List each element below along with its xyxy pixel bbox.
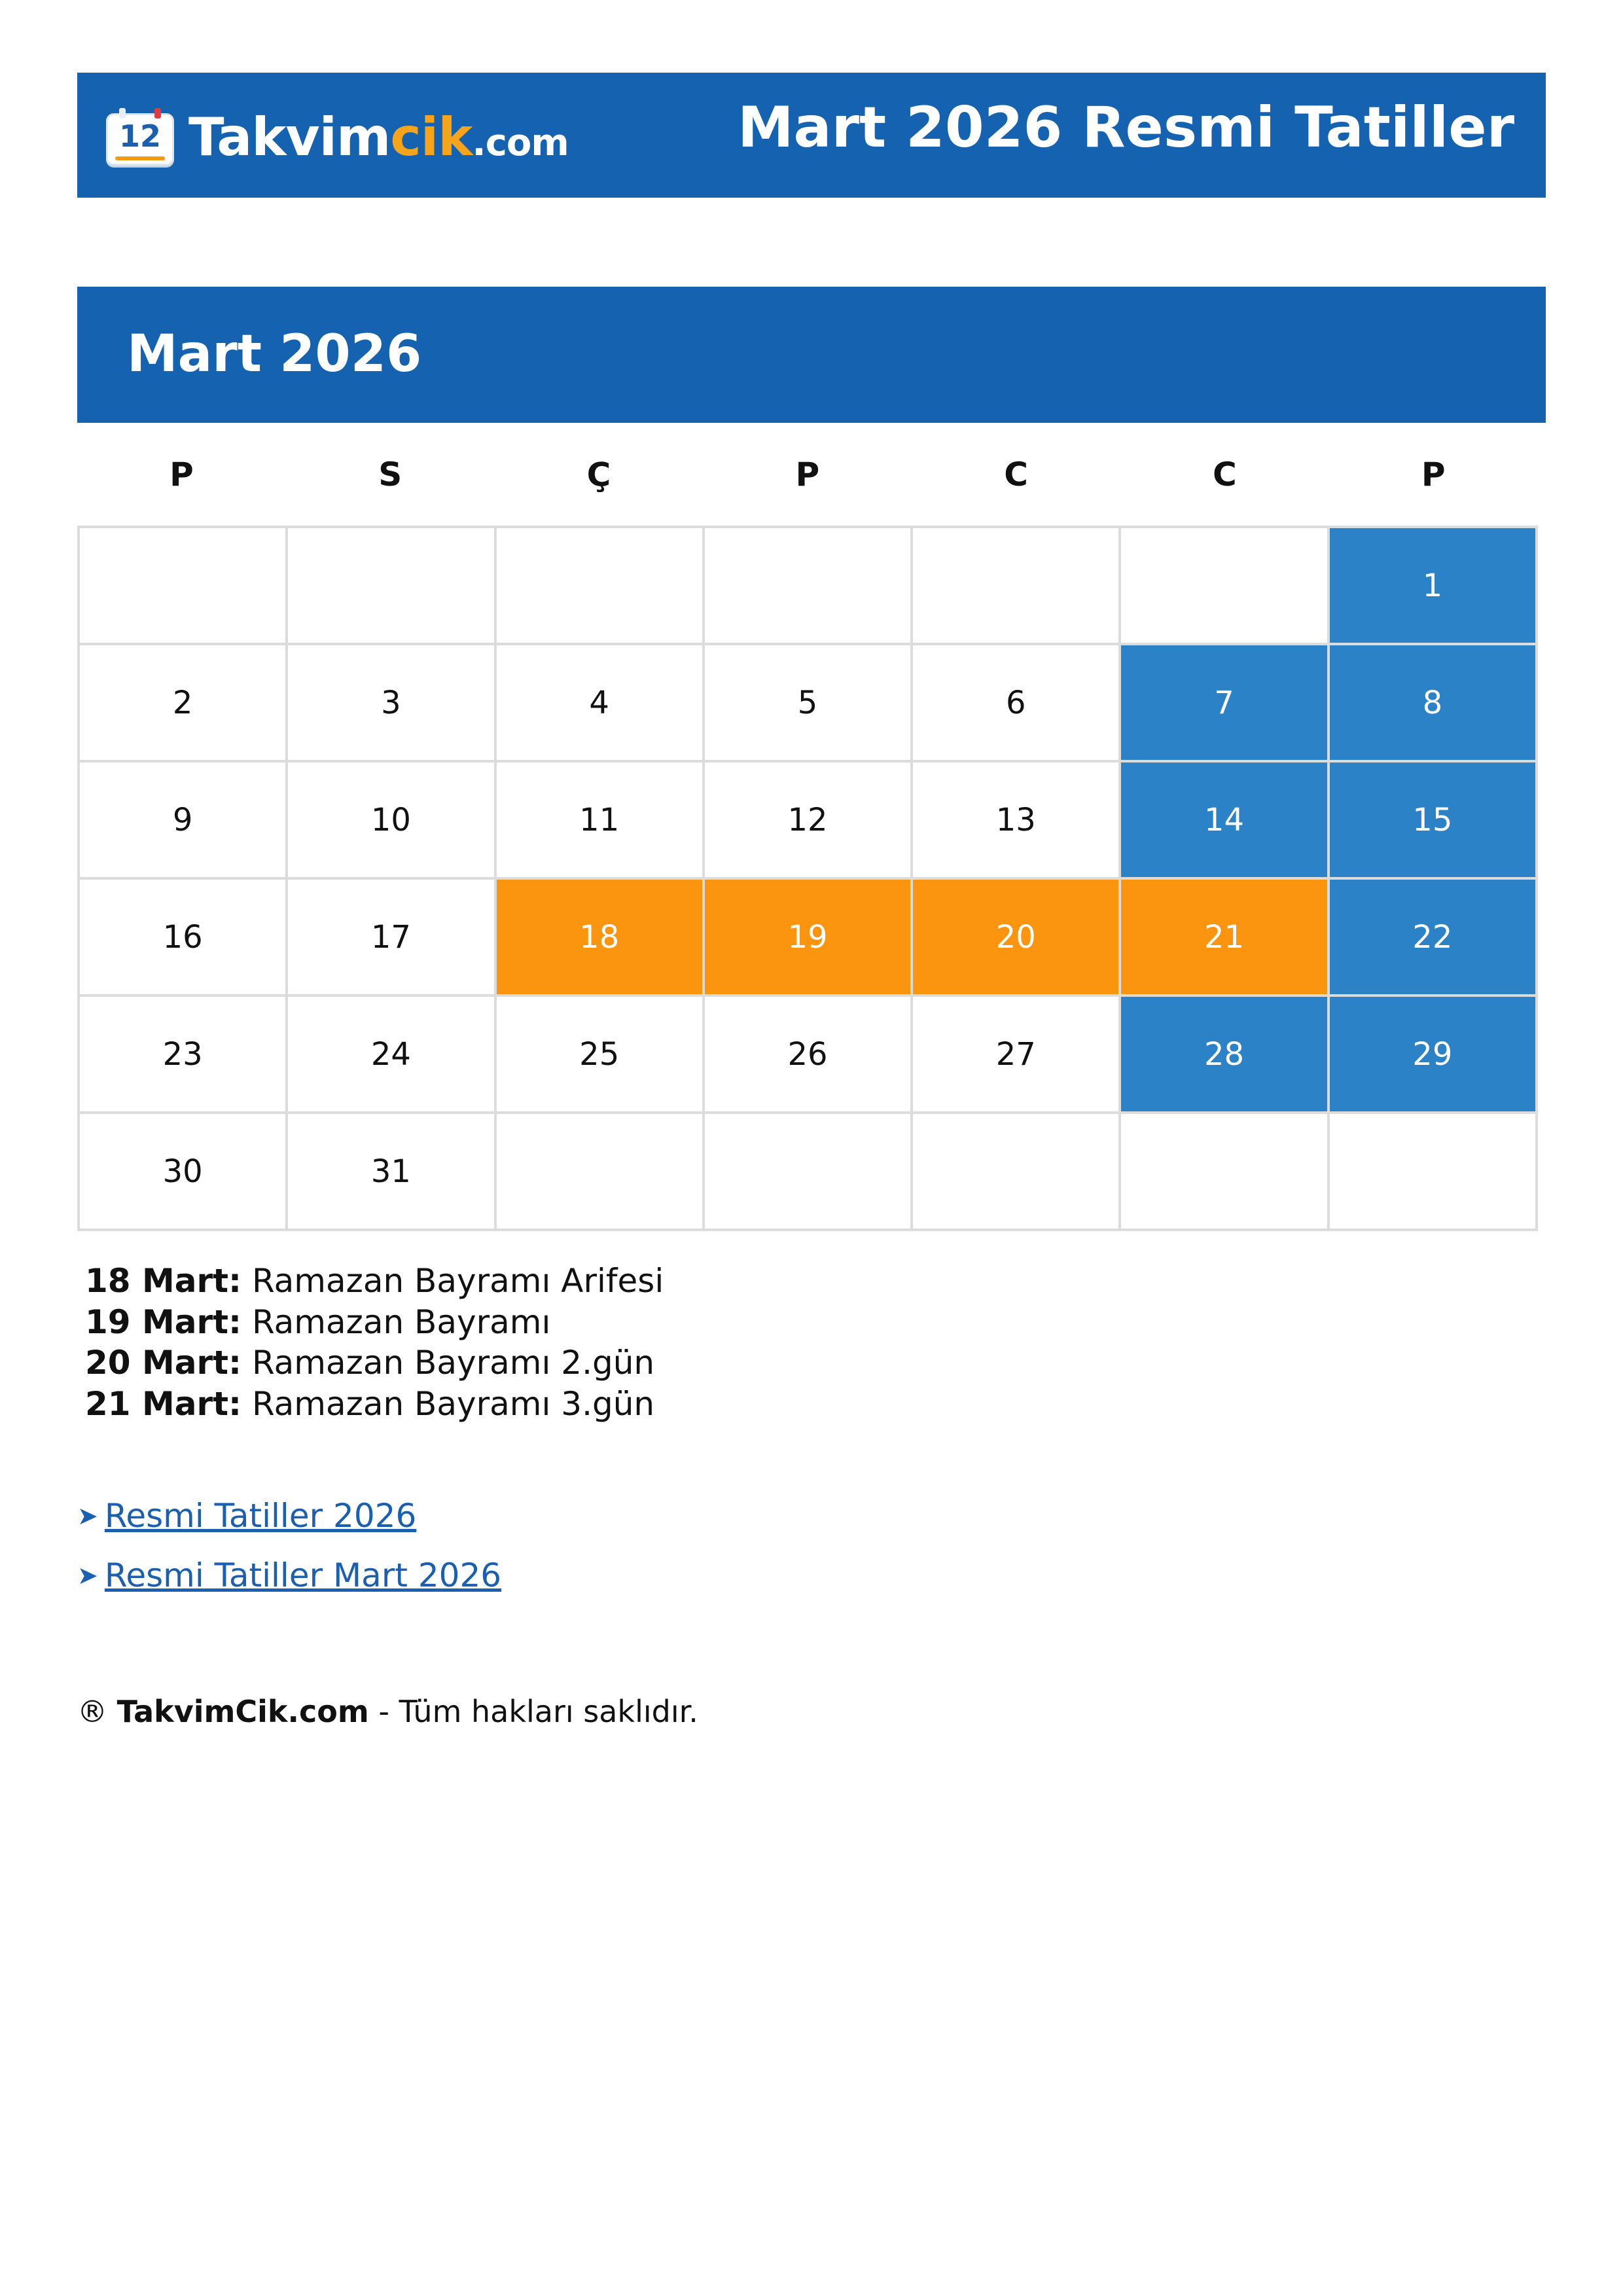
holiday-date: 18 Mart: bbox=[85, 1262, 242, 1300]
holiday-list bbox=[85, 1261, 664, 1424]
calendar-day-cell: 30 bbox=[80, 1114, 288, 1231]
logo-brand-highlight: cik bbox=[390, 106, 473, 168]
holiday-item bbox=[85, 1261, 664, 1302]
weekday-label: Ç bbox=[586, 456, 611, 493]
weekday-header-row bbox=[77, 452, 1538, 497]
holiday-item bbox=[85, 1302, 664, 1343]
calendar-empty-cell bbox=[80, 528, 288, 645]
calendar-day-cell: 4 bbox=[497, 645, 705, 762]
holiday-name: Ramazan Bayramı 2.gün bbox=[251, 1344, 655, 1382]
calendar-empty-cell bbox=[1330, 1114, 1538, 1231]
weekday-label: C bbox=[1213, 456, 1237, 493]
holiday-date: 20 Mart: bbox=[85, 1344, 242, 1382]
calendar-holiday-cell: 20 bbox=[913, 880, 1121, 997]
arrow-right-icon: ➤ bbox=[77, 1501, 98, 1530]
calendar-weekend-cell: 22 bbox=[1330, 880, 1538, 997]
footer-brand: TakvimCik.com bbox=[116, 1694, 369, 1729]
calendar-holiday-cell: 18 bbox=[497, 880, 705, 997]
calendar-day-cell: 17 bbox=[288, 880, 496, 997]
calendar-weekend-cell: 14 bbox=[1121, 762, 1329, 880]
logo-calendar-number: 12 bbox=[118, 118, 161, 154]
calendar-weekend-cell: 7 bbox=[1121, 645, 1329, 762]
calendar-logo-icon bbox=[106, 108, 174, 166]
calendar-empty-cell bbox=[913, 1114, 1121, 1231]
header-bar bbox=[77, 73, 1546, 198]
weekday-label: C bbox=[1004, 456, 1028, 493]
calendar-day-cell: 3 bbox=[288, 645, 496, 762]
link-row bbox=[77, 1545, 501, 1605]
calendar-day-cell: 12 bbox=[705, 762, 913, 880]
calendar-empty-cell bbox=[497, 528, 705, 645]
registered-symbol: ® bbox=[77, 1694, 107, 1729]
weekday-label: P bbox=[1421, 456, 1446, 493]
calendar-empty-cell bbox=[705, 528, 913, 645]
calendar-day-cell: 24 bbox=[288, 997, 496, 1114]
holiday-item bbox=[85, 1384, 664, 1425]
calendar-weekend-cell: 1 bbox=[1330, 528, 1538, 645]
calendar-empty-cell bbox=[1121, 528, 1329, 645]
calendar-day-cell: 27 bbox=[913, 997, 1121, 1114]
weekday-label: S bbox=[378, 456, 402, 493]
calendar-weekend-cell: 8 bbox=[1330, 645, 1538, 762]
calendar-empty-cell bbox=[913, 528, 1121, 645]
calendar-day-cell: 9 bbox=[80, 762, 288, 880]
calendar-grid bbox=[77, 526, 1538, 1231]
arrow-right-icon: ➤ bbox=[77, 1560, 98, 1590]
calendar-empty-cell bbox=[705, 1114, 913, 1231]
calendar-empty-cell bbox=[1121, 1114, 1329, 1231]
calendar-holiday-cell: 19 bbox=[705, 880, 913, 997]
holiday-name: Ramazan Bayramı bbox=[251, 1302, 551, 1341]
calendar-weekend-cell: 15 bbox=[1330, 762, 1538, 880]
logo-brand-domain: .com bbox=[472, 121, 569, 164]
calendar-day-cell: 11 bbox=[497, 762, 705, 880]
calendar-day-cell: 23 bbox=[80, 997, 288, 1114]
logo-text bbox=[188, 107, 569, 168]
holiday-name: Ramazan Bayramı 3.gün bbox=[251, 1384, 655, 1423]
month-header bbox=[77, 287, 1546, 423]
calendar-weekend-cell: 29 bbox=[1330, 997, 1538, 1114]
link-row bbox=[77, 1486, 501, 1545]
calendar-empty-cell bbox=[497, 1114, 705, 1231]
holiday-name: Ramazan Bayramı Arifesi bbox=[251, 1262, 664, 1300]
logo-brand-main: Takvim bbox=[188, 106, 391, 168]
calendar-weekend-cell: 28 bbox=[1121, 997, 1329, 1114]
holiday-date: 21 Mart: bbox=[85, 1384, 242, 1423]
page-title: Mart 2026 Resmi Tatiller bbox=[737, 95, 1514, 160]
calendar-day-cell: 6 bbox=[913, 645, 1121, 762]
related-links bbox=[77, 1486, 501, 1605]
footer-rights-text: - Tüm hakları saklıdır. bbox=[378, 1694, 698, 1729]
weekday-label: P bbox=[169, 456, 194, 493]
month-title: Mart 2026 bbox=[127, 325, 422, 384]
calendar-day-cell: 2 bbox=[80, 645, 288, 762]
related-link[interactable]: Resmi Tatiller Mart 2026 bbox=[104, 1556, 502, 1594]
calendar-day-cell: 16 bbox=[80, 880, 288, 997]
calendar-day-cell: 10 bbox=[288, 762, 496, 880]
calendar-day-cell: 5 bbox=[705, 645, 913, 762]
calendar-day-cell: 26 bbox=[705, 997, 913, 1114]
holiday-item bbox=[85, 1342, 664, 1384]
weekday-label: P bbox=[795, 456, 820, 493]
holiday-date: 19 Mart: bbox=[85, 1302, 242, 1341]
related-link[interactable]: Resmi Tatiller 2026 bbox=[104, 1496, 417, 1535]
calendar-day-cell: 13 bbox=[913, 762, 1121, 880]
calendar-day-cell: 31 bbox=[288, 1114, 496, 1231]
footer bbox=[77, 1694, 698, 1729]
calendar-day-cell: 25 bbox=[497, 997, 705, 1114]
site-logo[interactable] bbox=[106, 105, 569, 168]
calendar-holiday-cell: 21 bbox=[1121, 880, 1329, 997]
calendar-empty-cell bbox=[288, 528, 496, 645]
